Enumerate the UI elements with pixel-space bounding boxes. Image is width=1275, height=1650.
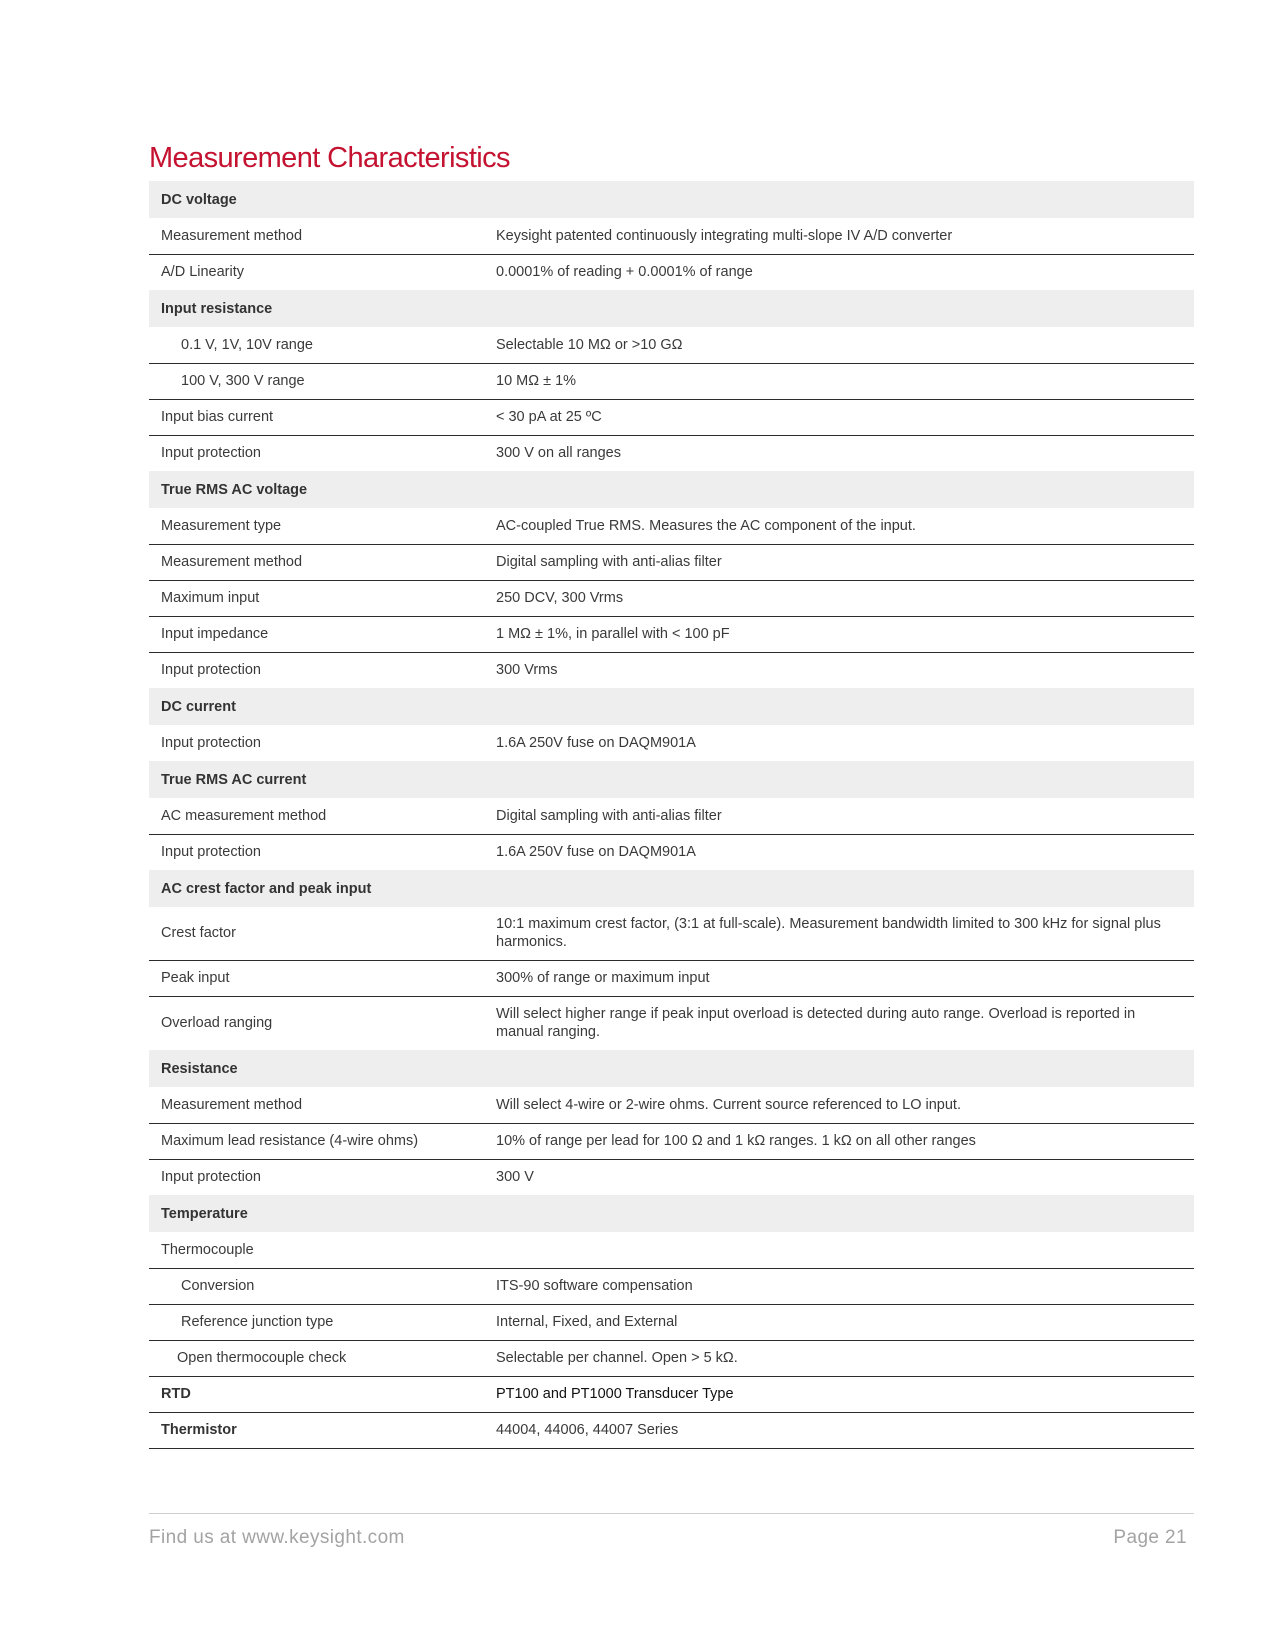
measurement-characteristics-table — [149, 181, 1194, 1449]
table-row — [149, 544, 1194, 580]
table-row — [149, 1087, 1194, 1123]
row-label: Crest factor — [149, 907, 484, 960]
row-label: Thermocouple — [149, 1232, 484, 1268]
section-value — [484, 1050, 1194, 1087]
row-label: 0.1 V, 1V, 10V range — [149, 327, 484, 363]
table-row — [149, 1159, 1194, 1195]
section-heading: Temperature — [149, 1195, 484, 1232]
section-heading: DC voltage — [149, 181, 484, 218]
table-row — [149, 725, 1194, 761]
footer-website-link[interactable]: Find us at www.keysight.com — [149, 1527, 405, 1548]
row-label: Input protection — [161, 1169, 261, 1186]
row-value: < 30 pA at 25 ºC — [484, 399, 1194, 435]
section-value — [484, 1195, 1194, 1232]
row-value: Selectable per channel. Open > 5 kΩ. — [484, 1340, 1194, 1376]
row-value: Keysight patented continuously integrating multi-slope IV A/D converter — [484, 218, 1194, 254]
table-row — [149, 907, 1194, 960]
row-value: AC-coupled True RMS. Measures the AC component of the input. — [484, 508, 1194, 544]
row-label: Input bias current — [149, 399, 484, 435]
row-value: 1 MΩ ± 1%, in parallel with < 100 pF — [484, 616, 1194, 652]
table-row — [149, 363, 1194, 399]
row-value: 44004, 44006, 44007 Series — [484, 1412, 1194, 1448]
row-label: Overload ranging — [161, 1015, 273, 1032]
row-value: Digital sampling with anti-alias filter — [484, 798, 1194, 834]
row-label: Input protection — [161, 735, 261, 751]
table-row — [149, 1412, 1194, 1448]
table-row — [149, 580, 1194, 616]
section-value — [484, 688, 1194, 725]
row-value: Internal, Fixed, and External — [484, 1304, 1194, 1340]
row-label: Peak input — [149, 960, 484, 996]
row-label: Conversion — [149, 1268, 484, 1304]
table-row — [149, 960, 1194, 996]
row-label: Open thermocouple check — [149, 1340, 484, 1376]
row-label: 100 V, 300 V range — [149, 363, 484, 399]
row-value: Will select higher range if peak input overload is detected during auto range. Overload is reported in manual ranging. — [496, 1006, 1136, 1041]
row-label: RTD — [149, 1376, 484, 1412]
table-row — [149, 1232, 1194, 1268]
table-row — [149, 616, 1194, 652]
row-value: Will select 4-wire or 2-wire ohms. Current source referenced to LO input. — [484, 1087, 1194, 1123]
row-value: 10 MΩ ± 1% — [484, 363, 1194, 399]
row-value: 300 Vrms — [496, 662, 558, 679]
section-row-temperature — [149, 1195, 1194, 1232]
section-value — [484, 471, 1194, 508]
row-value: 300 V — [496, 1169, 534, 1186]
table-row — [149, 1123, 1194, 1159]
section-heading: True RMS AC voltage — [149, 471, 484, 508]
section-heading: Resistance — [149, 1050, 484, 1087]
row-label: Thermistor — [149, 1412, 484, 1448]
footer-page-number: Page 21 — [1113, 1527, 1187, 1548]
section-heading: DC current — [149, 688, 484, 725]
section-row-dc-current — [149, 688, 1194, 725]
table-row — [149, 254, 1194, 290]
row-label: Input protection — [161, 445, 261, 462]
row-value: 0.0001% of reading + 0.0001% of range — [496, 264, 753, 281]
row-value: 1.6A 250V fuse on DAQM901A — [496, 735, 696, 751]
row-label: Maximum lead resistance (4-wire ohms) — [149, 1123, 484, 1159]
row-value: 10% of range per lead for 100 Ω and 1 kΩ ranges. 1 kΩ on all other ranges — [484, 1123, 1194, 1159]
table-row — [149, 1304, 1194, 1340]
section-value — [484, 181, 1194, 218]
row-value: 250 DCV, 300 Vrms — [484, 580, 1194, 616]
row-value: 300 V on all ranges — [496, 445, 621, 462]
row-value: 1.6A 250V fuse on DAQM901A — [496, 844, 696, 861]
table-row — [149, 996, 1194, 1050]
row-value: ITS-90 software compensation — [484, 1268, 1194, 1304]
table-row — [149, 218, 1194, 254]
row-value: 300% of range or maximum input — [484, 960, 1194, 996]
section-value — [484, 761, 1194, 798]
table-row — [149, 327, 1194, 363]
row-label: Input protection — [161, 844, 261, 861]
table-row — [149, 652, 1194, 688]
row-label: Reference junction type — [149, 1304, 484, 1340]
row-label: Input protection — [161, 662, 261, 679]
table-row — [149, 399, 1194, 435]
section-heading: Input resistance — [149, 290, 484, 327]
row-label: Input impedance — [149, 616, 484, 652]
section-row-resistance — [149, 1050, 1194, 1087]
row-label: Measurement type — [149, 508, 484, 544]
footer-divider — [149, 1513, 1194, 1514]
section-row-input-resistance — [149, 290, 1194, 327]
section-row-ac-crest-factor — [149, 870, 1194, 907]
section-value — [484, 870, 1194, 907]
table-row — [149, 435, 1194, 471]
table-row — [149, 508, 1194, 544]
row-value: Digital sampling with anti-alias filter — [484, 544, 1194, 580]
row-label: AC measurement method — [149, 798, 484, 834]
table-row — [149, 834, 1194, 870]
section-value — [484, 290, 1194, 327]
table-row — [149, 798, 1194, 834]
section-row-dc-voltage — [149, 181, 1194, 218]
page-title: Measurement Characteristics — [149, 142, 510, 174]
table-row — [149, 1340, 1194, 1376]
row-value — [484, 1232, 1194, 1268]
row-value: 10:1 maximum crest factor, (3:1 at full-scale). Measurement bandwidth limited to 300 kHz for signal plus harmonics. — [484, 907, 1194, 960]
table-row — [149, 1268, 1194, 1304]
row-label: A/D Linearity — [161, 264, 245, 281]
row-label: Measurement method — [149, 544, 484, 580]
section-row-true-rms-ac-current — [149, 761, 1194, 798]
section-heading: AC crest factor and peak input — [149, 870, 484, 907]
section-row-true-rms-ac-voltage — [149, 471, 1194, 508]
row-value: Selectable 10 MΩ or >10 GΩ — [484, 327, 1194, 363]
row-label: Measurement method — [149, 1087, 484, 1123]
row-label: Maximum input — [149, 580, 484, 616]
table-row — [149, 1376, 1194, 1412]
row-value: PT100 and PT1000 Transducer Type — [484, 1376, 1194, 1412]
row-label: Measurement method — [149, 218, 484, 254]
section-heading: True RMS AC current — [149, 761, 484, 798]
